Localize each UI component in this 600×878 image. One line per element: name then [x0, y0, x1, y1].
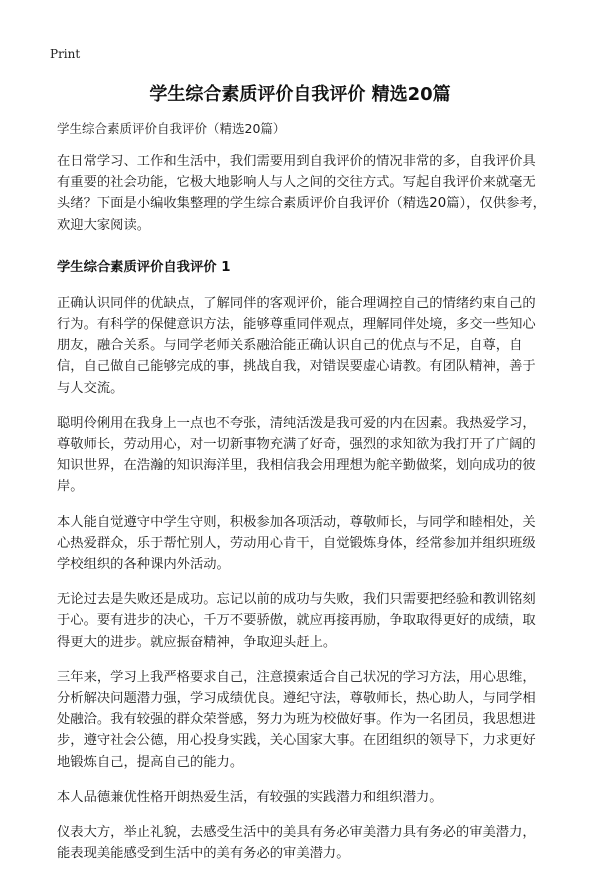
body-paragraph: 聪明伶俐用在我身上一点也不夸张，清纯活泼是我可爱的内在因素。我热爱学习，尊敬师长，劳动用心，对一切新事物充满了好奇，强烈的求知欲为我打开了广阔的知识世界，在浩瀚的知识海洋里，我相信我会用理想为舵辛勤做桨，划向成功的彼岸。: [57, 415, 536, 495]
body-paragraph: 正确认识同伴的优缺点，了解同伴的客观评价，能合理调控自己的情绪约束自己的行为。有科学的保健意识方法，能够尊重同伴观点，理解同伴处境，多交一些知心朋友，融合关系。与同学老师关系融洽能正确认识自己的优点与不足，自尊，自信，自己做自己能够完成的事，挑战自我，对错误要虚心请教。有团队精神，善于与人交流。: [57, 295, 536, 396]
article-body: [57, 151, 547, 878]
section-heading: 学生综合素质评价自我评价 1: [57, 259, 231, 275]
document-subtitle: 学生综合素质评价自我评价（精选20篇）: [57, 121, 286, 136]
intro-paragraph: 在日常学习、工作和生活中，我们需要用到自我评价的情况非常的多，自我评价具有重要的社会功能，它极大地影响人与人之间的交往方式。写起自我评价来就毫无头绪？下面是小编收集整理的学生综合素质评价自我评价（精选20篇），仅供参考，欢迎大家阅读。: [57, 154, 546, 233]
body-paragraph: 三年来，学习上我严格要求自己，注意摸索适合自己状况的学习方法，用心思维，分析解决问题潜力强，学习成绩优良。遵纪守法，尊敬师长，热心助人，与同学相处融洽。我有较强的群众荣誉感，努力为班为校做好事。作为一名团员，我思想进步，遵守社会公德，用心投身实践，关心国家大事。在团组织的领导下，力求更好地锻炼自己，提高自己的能力。: [57, 669, 536, 770]
body-paragraph: 无论过去是失败还是成功。忘记以前的成功与失败，我们只需要把经验和教训铭刻于心。要有进步的决心，千万不要骄傲，就应再接再励，争取取得更好的成绩，取得更大的进步。就应振奋精神，争取迎头赶上。: [57, 592, 536, 650]
body-paragraph: 本人品德兼优性格开朗热爱生活，有较强的实践潜力和组织潜力。: [57, 789, 443, 805]
body-paragraph: 仪表大方，举止礼貌，去感受生活中的美具有务必审美潜力具有务必的审美潜力，能表现美能感受到生活中的美有务必的审美潜力。: [57, 825, 536, 862]
page-title: 学生综合素质评价自我评价 精选20篇: [149, 84, 451, 105]
body-paragraph: 本人能自觉遵守中学生守则，积极参加各项活动，尊敬师长，与同学和睦相处，关心热爱群众，乐于帮忙别人，劳动用心肯干，自觉锻炼身体，经常参加并组织班级学校组织的各种课内外活动。: [57, 514, 536, 573]
print-link[interactable]: Print: [50, 47, 81, 61]
